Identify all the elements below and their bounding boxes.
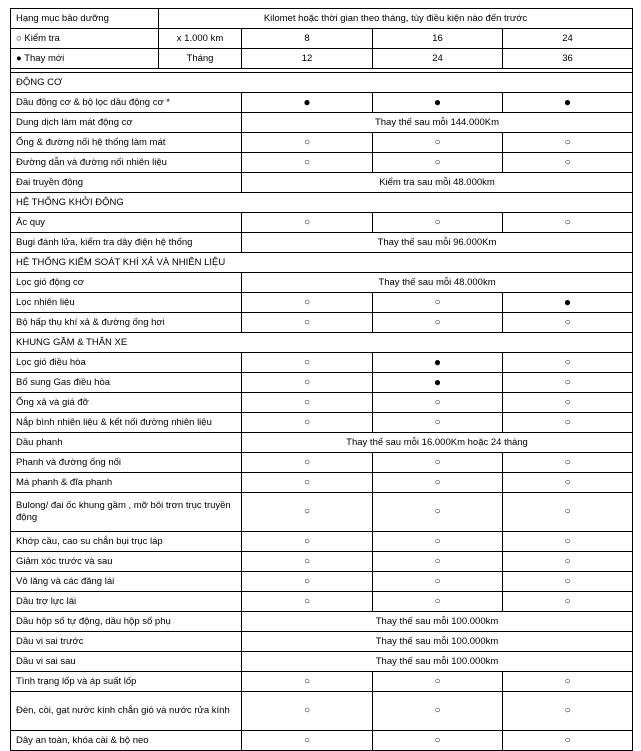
- schedule-cell: [242, 353, 373, 373]
- item-name: Dầu vi sai trước: [11, 632, 242, 652]
- check-icon: ○: [434, 296, 441, 308]
- table-row: [11, 373, 633, 393]
- schedule-cell: [242, 213, 373, 233]
- replace-icon: ●: [303, 94, 311, 109]
- section-title: KHUNG GẦM & THÂN XE: [11, 333, 633, 353]
- schedule-cell: [242, 572, 373, 592]
- item-name: Tình trạng lốp và áp suất lốp: [11, 672, 242, 692]
- schedule-cell: [242, 393, 373, 413]
- item-name: Dung dịch làm mát động cơ: [11, 113, 242, 133]
- schedule-cell: [503, 692, 633, 731]
- replace-icon: ●: [563, 294, 572, 309]
- check-icon: ○: [303, 734, 311, 746]
- item-name: Dầu động cơ & bộ lọc dầu động cơ *: [11, 93, 242, 113]
- schedule-cell: [242, 153, 373, 173]
- schedule-cell: [503, 93, 633, 113]
- check-icon: ○: [434, 705, 441, 716]
- check-icon: ○: [303, 555, 311, 567]
- section-title: ĐỘNG CƠ: [11, 73, 633, 93]
- item-name: Giảm xóc trước và sau: [11, 552, 242, 572]
- table-row: [11, 133, 633, 153]
- item-name: Bulong/ đai ốc khung gầm , mỡ bôi trơn trục truyền động: [11, 493, 242, 532]
- check-icon: ○: [303, 535, 311, 547]
- interval-title: Kilomet hoặc thời gian theo tháng, tùy điều kiện nào đến trước: [159, 9, 633, 29]
- schedule-cell: [503, 353, 633, 373]
- interval-note: Thay thế sau mỗi 100.000km: [242, 632, 633, 652]
- km-label: x 1.000 km: [159, 29, 242, 49]
- schedule-cell: [242, 672, 373, 692]
- check-icon: ○: [303, 136, 311, 148]
- replace-icon: ●: [433, 94, 442, 109]
- table-row: [11, 273, 633, 293]
- km-value: 8: [242, 29, 373, 49]
- check-icon: ○: [564, 734, 571, 746]
- interval-note: Thay thế sau mỗi 100.000km: [242, 612, 633, 632]
- item-name: Má phanh & đĩa phanh: [11, 473, 242, 493]
- item-name: Phanh và đường ống nối: [11, 453, 242, 473]
- replace-icon: ●: [563, 94, 572, 109]
- check-icon: ○: [564, 705, 571, 716]
- item-name: Ống & đường nối hệ thống làm mát: [11, 133, 242, 153]
- schedule-cell: [373, 592, 503, 612]
- schedule-cell: [242, 473, 373, 493]
- check-icon: ○: [564, 535, 571, 547]
- schedule-cell: [242, 93, 373, 113]
- maintenance-table: [10, 8, 633, 751]
- check-icon: ○: [303, 396, 311, 408]
- section-title: HỆ THỐNG KHỞI ĐỘNG: [11, 193, 633, 213]
- schedule-cell: [373, 493, 503, 532]
- table-row: [11, 173, 633, 193]
- check-icon: ○: [434, 216, 441, 228]
- schedule-cell: [373, 552, 503, 572]
- check-icon: ○: [564, 396, 571, 408]
- schedule-cell: [503, 413, 633, 433]
- check-icon: ○: [303, 316, 311, 328]
- check-icon: ○: [303, 416, 311, 428]
- schedule-cell: [503, 293, 633, 313]
- month-value: 24: [373, 49, 503, 69]
- schedule-cell: [373, 672, 503, 692]
- schedule-cell: [503, 393, 633, 413]
- check-icon: ○: [564, 416, 571, 428]
- check-icon: ○: [564, 356, 571, 368]
- check-icon: ○: [564, 476, 571, 488]
- schedule-cell: [242, 413, 373, 433]
- schedule-cell: [373, 153, 503, 173]
- table-row: [11, 213, 633, 233]
- check-icon: ○: [564, 316, 571, 328]
- check-icon: ○: [564, 575, 571, 587]
- interval-note: Thay thế sau mỗi 16.000Km hoặc 24 tháng: [242, 433, 633, 453]
- check-icon: ○: [303, 156, 311, 168]
- check-icon: ○: [434, 575, 441, 587]
- table-row: [11, 233, 633, 253]
- item-name: Dây an toàn, khóa cài & bộ neo: [11, 731, 242, 751]
- check-icon: ○: [564, 376, 571, 388]
- schedule-cell: [242, 731, 373, 751]
- table-row: [11, 113, 633, 133]
- schedule-cell: [242, 692, 373, 731]
- table-row: [11, 93, 633, 113]
- interval-note: Thay thế sau mỗi 48.000km: [242, 273, 633, 293]
- legend-check: ○ Kiểm tra: [11, 29, 159, 49]
- table-row: [11, 731, 633, 751]
- km-value: 16: [373, 29, 503, 49]
- check-icon: ○: [303, 296, 311, 308]
- item-name: Ống xả và giá đỡ: [11, 393, 242, 413]
- item-name: Nắp bình nhiên liệu & kết nối đường nhiên liệu: [11, 413, 242, 433]
- schedule-cell: [503, 672, 633, 692]
- check-icon: ○: [434, 136, 441, 148]
- check-icon: ○: [434, 156, 441, 168]
- month-label: Tháng: [159, 49, 242, 69]
- table-row: [11, 592, 633, 612]
- check-icon: ○: [434, 595, 441, 607]
- check-icon: ○: [564, 555, 571, 567]
- table-row: [11, 313, 633, 333]
- schedule-cell: [373, 453, 503, 473]
- check-icon: ○: [434, 734, 441, 746]
- header-title: Hạng mục bảo dưỡng: [11, 9, 159, 29]
- schedule-cell: [503, 153, 633, 173]
- check-icon: ○: [303, 376, 311, 388]
- item-name: Bugi đánh lửa, kiểm tra dây điện hệ thống: [11, 233, 242, 253]
- item-name: Lọc gió động cơ: [11, 273, 242, 293]
- schedule-cell: [503, 213, 633, 233]
- check-icon: ○: [303, 506, 311, 517]
- schedule-cell: [373, 213, 503, 233]
- check-icon: ○: [303, 356, 311, 368]
- schedule-cell: [373, 413, 503, 433]
- check-icon: ○: [434, 456, 441, 468]
- item-name: Dầu trợ lực lái: [11, 592, 242, 612]
- schedule-cell: [373, 353, 503, 373]
- schedule-cell: [242, 293, 373, 313]
- schedule-cell: [242, 592, 373, 612]
- schedule-cell: [373, 572, 503, 592]
- month-value: 12: [242, 49, 373, 69]
- schedule-cell: [373, 373, 503, 393]
- item-name: Vô lăng và các đăng lái: [11, 572, 242, 592]
- section-title: HỆ THỐNG KIỂM SOÁT KHÍ XẢ VÀ NHIÊN LIỆU: [11, 253, 633, 273]
- item-name: Bổ sung Gas điều hòa: [11, 373, 242, 393]
- schedule-cell: [503, 313, 633, 333]
- item-name: Ắc quy: [11, 213, 242, 233]
- check-icon: ○: [564, 136, 571, 148]
- schedule-cell: [373, 731, 503, 751]
- table-row: [11, 473, 633, 493]
- schedule-cell: [242, 133, 373, 153]
- item-name: Khớp cầu, cao su chắn bụi trục láp: [11, 532, 242, 552]
- table-row: [11, 672, 633, 692]
- schedule-cell: [503, 373, 633, 393]
- schedule-cell: [242, 313, 373, 333]
- check-icon: ○: [564, 595, 571, 607]
- item-name: Đai truyền động: [11, 173, 242, 193]
- table-row: [11, 532, 633, 552]
- check-icon: ○: [564, 456, 571, 468]
- schedule-cell: [373, 313, 503, 333]
- check-icon: ○: [434, 396, 441, 408]
- schedule-cell: [242, 453, 373, 473]
- table-row: [11, 572, 633, 592]
- schedule-cell: [373, 692, 503, 731]
- schedule-cell: [503, 552, 633, 572]
- interval-note: Thay thế sau mỗi 96.000Km: [242, 233, 633, 253]
- schedule-cell: [503, 493, 633, 532]
- check-icon: ○: [564, 216, 571, 228]
- check-icon: ○: [434, 316, 441, 328]
- schedule-cell: [373, 473, 503, 493]
- item-name: Dầu phanh: [11, 433, 242, 453]
- item-name: Dầu hộp số tự động, dầu hộp số phụ: [11, 612, 242, 632]
- schedule-cell: [373, 393, 503, 413]
- table-row: [11, 612, 633, 632]
- check-icon: ○: [564, 506, 571, 517]
- table-row: [11, 453, 633, 473]
- replace-icon: ●: [433, 354, 442, 369]
- check-icon: ○: [303, 476, 311, 488]
- table-row: [11, 153, 633, 173]
- check-icon: ○: [303, 595, 311, 607]
- schedule-cell: [242, 373, 373, 393]
- item-name: Đèn, còi, gạt nước kính chắn gió và nước rửa kính: [11, 692, 242, 731]
- schedule-cell: [373, 133, 503, 153]
- item-name: Lọc gió điều hòa: [11, 353, 242, 373]
- table-row: [11, 433, 633, 453]
- check-icon: ○: [434, 416, 441, 428]
- check-icon: ○: [564, 156, 571, 168]
- schedule-cell: [373, 293, 503, 313]
- schedule-cell: [503, 731, 633, 751]
- check-icon: ○: [434, 555, 441, 567]
- schedule-cell: [503, 532, 633, 552]
- table-row: [11, 413, 633, 433]
- check-icon: ○: [303, 675, 311, 687]
- item-name: Đường dẫn và đường nối nhiên liệu: [11, 153, 242, 173]
- interval-note: Kiểm tra sau mỗi 48.000km: [242, 173, 633, 193]
- month-value: 36: [503, 49, 633, 69]
- schedule-cell: [503, 133, 633, 153]
- check-icon: ○: [303, 456, 311, 468]
- schedule-cell: [373, 93, 503, 113]
- check-icon: ○: [434, 506, 441, 517]
- interval-note: Thay thế sau mỗi 144.000Km: [242, 113, 633, 133]
- table-row: [11, 552, 633, 572]
- check-icon: ○: [434, 476, 441, 488]
- check-icon: ○: [564, 675, 571, 687]
- table-row: [11, 393, 633, 413]
- table-row: [11, 293, 633, 313]
- check-icon: ○: [303, 705, 311, 716]
- check-icon: ○: [434, 675, 441, 687]
- table-row: [11, 652, 633, 672]
- schedule-cell: [503, 453, 633, 473]
- table-row: [11, 692, 633, 731]
- schedule-cell: [503, 572, 633, 592]
- item-name: Lọc nhiên liệu: [11, 293, 242, 313]
- item-name: Dầu vi sai sau: [11, 652, 242, 672]
- schedule-cell: [242, 493, 373, 532]
- table-row: [11, 353, 633, 373]
- check-icon: ○: [434, 535, 441, 547]
- schedule-cell: [373, 532, 503, 552]
- check-icon: ○: [303, 216, 311, 228]
- schedule-cell: [242, 532, 373, 552]
- check-icon: ○: [303, 575, 311, 587]
- table-row: [11, 632, 633, 652]
- interval-note: Thay thế sau mỗi 100.000km: [242, 652, 633, 672]
- table-row: [11, 493, 633, 532]
- item-name: Bộ hấp thụ khí xả & đường ống hơi: [11, 313, 242, 333]
- schedule-cell: [242, 552, 373, 572]
- legend-replace: ● Thay mới: [11, 49, 159, 69]
- schedule-cell: [503, 473, 633, 493]
- replace-icon: ●: [433, 374, 442, 389]
- km-value: 24: [503, 29, 633, 49]
- schedule-cell: [503, 592, 633, 612]
